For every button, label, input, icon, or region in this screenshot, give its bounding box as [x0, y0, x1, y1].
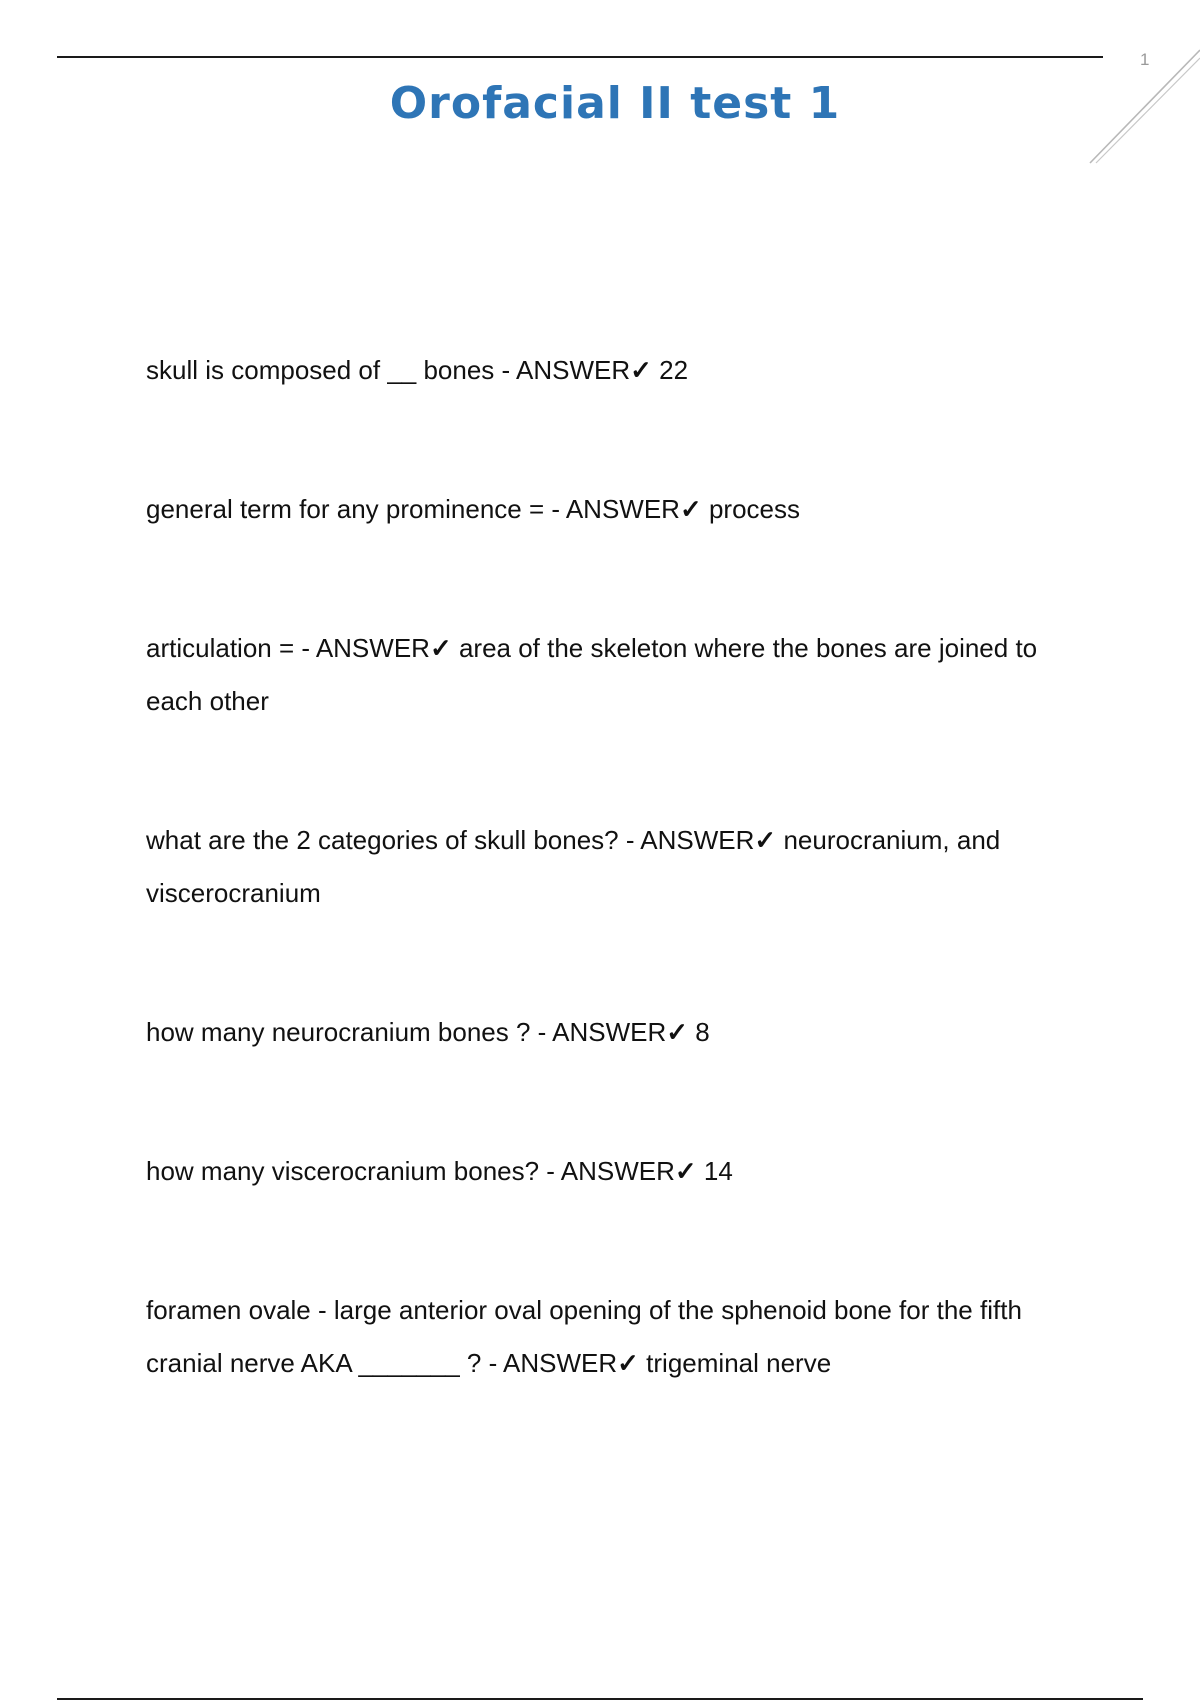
- list-item: [146, 814, 1096, 920]
- check-icon: ✓: [754, 825, 777, 855]
- question-text: foramen ovale - large anterior oval opening of the sphenoid bone for the fifth cranial nerve AKA _______ ? - ANSWER: [146, 1295, 1022, 1378]
- check-icon: ✓: [429, 633, 452, 663]
- check-icon: ✓: [617, 1348, 639, 1378]
- check-icon: ✓: [674, 1156, 697, 1186]
- list-item: [146, 344, 1096, 397]
- check-icon: ✓: [679, 494, 702, 524]
- list-item: [146, 622, 1096, 728]
- document-title: Orofacial II test 1: [389, 78, 841, 129]
- question-text: skull is composed of __ bones - ANSWER: [146, 355, 631, 385]
- answer-text: 22: [651, 355, 689, 385]
- page-number: 1: [1140, 50, 1150, 69]
- list-item: [146, 1006, 1096, 1059]
- check-icon: ✓: [630, 355, 652, 385]
- question-text: general term for any prominence = - ANSWER: [146, 494, 680, 524]
- answer-text: neurocranium, and viscerocranium: [146, 825, 1001, 908]
- answer-text: 14: [696, 1156, 733, 1186]
- question-text: how many neurocranium bones ? - ANSWER: [146, 1017, 667, 1047]
- question-text: what are the 2 categories of skull bones? - ANSWER: [146, 825, 755, 855]
- list-item: [146, 1284, 1096, 1390]
- list-item: [146, 1145, 1096, 1198]
- answer-text: trigeminal nerve: [638, 1348, 832, 1378]
- list-item: [146, 483, 1096, 536]
- header-rule: [57, 56, 1103, 58]
- question-text: articulation = - ANSWER: [146, 633, 430, 663]
- check-icon: ✓: [666, 1017, 689, 1047]
- question-text: how many viscerocranium bones? - ANSWER: [146, 1156, 675, 1186]
- answer-text: process: [701, 494, 801, 524]
- answer-text: 8: [688, 1017, 710, 1047]
- answer-text: area of the skeleton where the bones are joined to each other: [146, 633, 1038, 716]
